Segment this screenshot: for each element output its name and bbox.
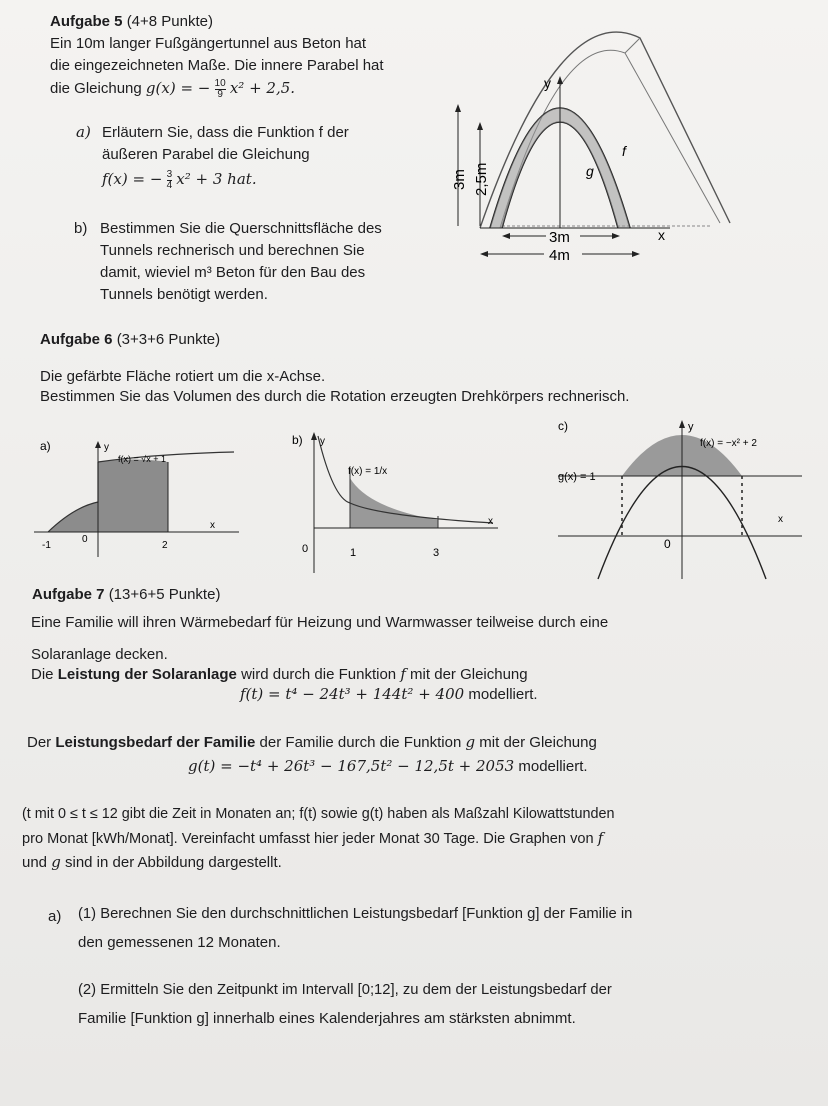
label-f: f	[622, 143, 626, 159]
fig-a-x: x	[210, 520, 215, 531]
tunnel-y-arrow	[557, 76, 563, 84]
a7-line4	[27, 732, 597, 753]
fig-c-origin: 0	[664, 537, 671, 551]
a7-g-equation	[188, 756, 588, 777]
figure-6a	[34, 432, 244, 562]
a7-g-eq-end: modelliert.	[514, 758, 588, 775]
fig-a-label: a)	[40, 439, 51, 453]
a7-p3-g: g	[51, 853, 61, 871]
a7-line1: Eine Familie will ihren Wärmebedarf für Heizung und Warmwasser teilweise durch eine	[31, 614, 609, 631]
a5-eq-rest: x² + 2,5.	[229, 79, 296, 97]
fig-a-minus1: -1	[42, 540, 51, 551]
fig-b-x: x	[488, 516, 493, 527]
width-4m-head-left	[480, 251, 488, 257]
a7-p2: pro Monat [kWh/Monat]. Vereinfacht umfasst hier jeder Monat 30 Tage. Die Graphen von	[22, 831, 598, 847]
a5-a-line3	[102, 169, 257, 191]
a7-a1-line2: den gemessenen 12 Monaten.	[78, 934, 281, 951]
fig-a-fx: f(x) = √x + 1	[118, 454, 166, 464]
fig-a-shaded-left	[48, 502, 98, 532]
fig-c-y: y	[688, 421, 694, 433]
a5-a-line1: Erläutern Sie, dass die Funktion f der	[102, 124, 349, 141]
a6-heading	[40, 329, 220, 350]
a5-heading	[50, 11, 213, 32]
a7-a-label: a)	[48, 908, 62, 925]
a5-b-line1: Bestimmen Sie die Querschnittsfläche des	[100, 220, 382, 237]
a7-f-eq-end: modelliert.	[464, 686, 538, 703]
a7-p2-f: f	[597, 830, 604, 847]
a5-line1: Ein 10m langer Fußgängertunnel aus Beton hat	[50, 35, 367, 52]
width-4m-label: 4m	[549, 247, 570, 264]
a5-frac-num: 10	[214, 77, 226, 89]
a7-l4-post: der Familie durch die Funktion	[255, 734, 466, 751]
a7-para-line3	[22, 852, 282, 873]
fig-c-x: x	[778, 514, 783, 525]
a6-title: Aufgabe 6	[40, 331, 113, 348]
a7-l4-end: mit der Gleichung	[475, 734, 597, 751]
fig-c-fx: f(x) = −x² + 2	[700, 438, 757, 449]
a7-line3	[31, 664, 528, 685]
fig-c-y-arrow	[679, 420, 685, 428]
fig-b-origin: 0	[302, 543, 309, 555]
a5-b-line4: Tunnels benötigt werden.	[100, 286, 268, 303]
tunnel-outer-wall	[480, 32, 730, 228]
a6-line1: Die gefärbte Fläche rotiert um die x-Achse.	[40, 368, 326, 385]
fig-a-shaded-right	[98, 460, 168, 533]
a7-l3-end: mit der Gleichung	[405, 666, 528, 683]
a5-eq-prefix: die Gleichung	[50, 80, 146, 97]
a6-line2: Bestimmen Sie das Volumen des durch die Rotation erzeugten Drehkörpers rechnerisch.	[40, 388, 630, 405]
height-3m-arrowhead	[455, 104, 461, 112]
a5-b-line2: Tunnels rechnerisch und berechnen Sie	[100, 242, 365, 259]
a5-a-rest: x² + 3 hat.	[176, 170, 257, 188]
fig-a-y-arrow	[95, 441, 101, 448]
height-3m-label: 3m	[451, 169, 468, 190]
a7-f-eq: f(t) = t⁴ − 24t³ + 144t² + 400	[240, 685, 465, 703]
fig-b-shaded	[350, 478, 438, 528]
a7-p3-end: sind in der Abbildung dargestellt.	[60, 854, 282, 871]
figure-6c	[552, 414, 812, 584]
fig-b-y-arrow	[311, 432, 317, 440]
fig-b-one: 1	[350, 547, 357, 559]
a5-eq-g: g(x) = −	[145, 79, 211, 97]
height-25m-label: 2,5m	[473, 162, 490, 196]
a7-f-equation	[240, 684, 538, 705]
a7-l3-post: wird durch die Funktion	[236, 666, 401, 683]
a5-a-frac-den: 4	[166, 179, 173, 191]
a7-l3-bold: Leistung der Solaranlage	[57, 666, 237, 683]
tunnel-y-label: y	[544, 75, 551, 91]
a5-a-line2: äußeren Parabel die Gleichung	[102, 146, 310, 163]
a5-b-line3: damit, wieviel m³ Beton für den Bau des	[100, 264, 366, 281]
width-3m-head-left	[502, 233, 510, 239]
a5-a-label: a)	[76, 123, 91, 141]
fig-c-label: c)	[558, 419, 568, 433]
a5-a-fraction	[167, 170, 173, 191]
fig-a-y: y	[104, 442, 109, 453]
a5-points: (4+8 Punkte)	[126, 13, 213, 30]
a7-l4-pre: Der	[27, 734, 56, 751]
a5-frac-den: 9	[217, 88, 223, 100]
a7-para-line1: (t mit 0 ≤ t ≤ 12 gibt die Zeit in Monaten an; f(t) sowie g(t) haben als Maßzahl Kilowattstunden	[22, 806, 615, 822]
a5-b-label: b)	[74, 220, 88, 237]
a7-a1-line1: (1) Berechnen Sie den durchschnittlichen Leistungsbedarf [Funktion g] der Familie in	[78, 906, 633, 922]
fig-b-y: y	[320, 436, 325, 447]
a7-l3-f: f	[400, 665, 406, 683]
fig-a-origin: 0	[82, 534, 88, 545]
a5-equation-line	[50, 78, 295, 100]
fig-b-fx: f(x) = 1/x	[348, 466, 388, 477]
fig-b-curve	[318, 436, 493, 523]
a5-a-frac-num: 3	[166, 168, 173, 180]
a7-l4-bold: Leistungsbedarf der Familie	[55, 734, 256, 751]
width-3m-label: 3m	[549, 229, 570, 246]
fig-a-two: 2	[162, 540, 168, 551]
fig-c-gx: g(x) = 1	[558, 471, 596, 483]
a7-para-line2	[22, 828, 603, 850]
tunnel-x-label: x	[658, 227, 665, 243]
width-4m-head-right	[632, 251, 640, 257]
a7-title: Aufgabe 7	[32, 586, 105, 603]
a7-l4-g: g	[465, 733, 476, 751]
label-g: g	[586, 163, 594, 179]
a5-line2: die eingezeichneten Maße. Die innere Parabel hat	[50, 57, 384, 74]
fig-b-label: b)	[292, 433, 303, 447]
a7-line2: Solaranlage decken.	[31, 646, 168, 663]
a5-fraction	[215, 79, 226, 100]
a7-a2-line2: Familie [Funktion g] innerhalb eines Kalenderjahres am stärksten abnimmt.	[78, 1010, 576, 1027]
width-3m-head-right	[612, 233, 620, 239]
a7-a2-line1: (2) Ermitteln Sie den Zeitpunkt im Intervall [0;12], zu dem der Leistungsbedarf der	[78, 982, 612, 998]
figure-6b	[288, 428, 503, 578]
a7-points: (13+6+5 Punkte)	[108, 586, 221, 603]
a7-heading	[32, 584, 220, 605]
height-25m-arrowhead	[477, 122, 483, 130]
tunnel-figure	[440, 8, 740, 270]
a6-points: (3+3+6 Punkte)	[116, 331, 221, 348]
a5-a-f: f(x) = −	[102, 170, 163, 188]
a7-p3-pre: und	[22, 854, 52, 871]
tunnel-edge	[625, 38, 640, 53]
a7-g-eq: g(t) = −t⁴ + 26t³ − 167,5t² − 12,5t + 2053	[188, 757, 515, 775]
a7-l3-pre: Die	[31, 666, 58, 683]
a5-title: Aufgabe 5	[50, 13, 123, 30]
fig-b-three: 3	[433, 547, 440, 559]
